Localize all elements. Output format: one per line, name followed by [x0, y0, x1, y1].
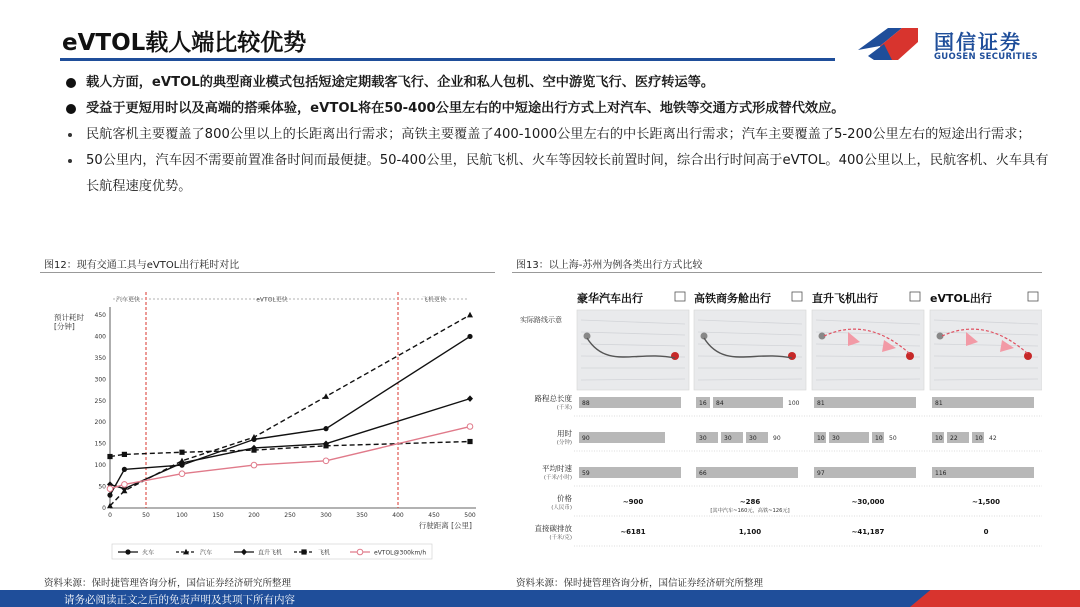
column-header: 豪华汽车出行 [577, 292, 643, 305]
legend-item [350, 549, 426, 556]
cell-value: 90 [582, 435, 590, 442]
bullet-small-dot-icon [68, 159, 72, 163]
data-point [467, 312, 473, 318]
series-3 [107, 439, 472, 459]
y-tick-label: 150 [94, 440, 106, 448]
row-unit: (分钟) [556, 440, 572, 446]
y-tick-label: 200 [94, 419, 106, 427]
cell-value: 66 [699, 470, 707, 477]
travel-time-chart [40, 280, 495, 570]
legend-label: 直升飞机 [258, 549, 283, 557]
x-tick-label: 100 [176, 512, 188, 519]
data-point [323, 426, 328, 431]
cell-bar [932, 467, 1034, 478]
row-unit: (人民币) [551, 505, 572, 511]
data-point [467, 334, 472, 339]
data-point [323, 443, 328, 448]
cell-value: ~30,000 [851, 498, 885, 506]
series-1 [107, 312, 473, 508]
y-axis-unit: [分钟] [54, 322, 75, 331]
cell-total: 90 [773, 435, 781, 442]
cell-note: [其中汽车~160元，高铁~126元] [710, 508, 790, 514]
cell-value: 10 [817, 435, 825, 442]
cell-value: 1,100 [738, 528, 762, 536]
cell-value: 30 [832, 435, 840, 442]
cell-value: 97 [817, 470, 825, 477]
row-unit: (千米/克) [549, 535, 572, 541]
data-point [122, 452, 127, 457]
cell-value: ~286 [739, 498, 761, 506]
logo-en-text: GUOSEN SECURITIES [934, 52, 1038, 62]
y-tick-label: 300 [94, 376, 106, 384]
data-point [323, 458, 329, 464]
cell-value: 10 [875, 435, 883, 442]
y-axis-label: 预计耗时 [54, 313, 84, 322]
bullet-dot-icon [66, 104, 76, 114]
y-tick-label: 450 [94, 312, 106, 319]
data-point [125, 549, 130, 554]
legend-label: 火车 [142, 549, 155, 557]
legend-item [176, 549, 212, 557]
row-unit: (千米/小时) [543, 475, 572, 481]
bullet-item: 受益于更短用时以及高端的搭乘体验，eVTOL将在50-400公里左右的中短途出行方式上对汽车、地铁等交通方式形成替代效应。 [66, 96, 1056, 122]
row-label: 实际路线示意 [520, 316, 562, 324]
cell-total: 50 [889, 435, 897, 442]
cell-value: 30 [699, 435, 707, 442]
row-label: 直接碳排放 [534, 524, 572, 533]
y-tick-label: 100 [94, 462, 106, 470]
cell-value: 10 [975, 435, 983, 442]
legend-item [118, 549, 154, 557]
data-point [107, 493, 112, 498]
cell-value: 81 [817, 400, 825, 407]
destination-pin-icon [1024, 352, 1032, 360]
data-point [122, 482, 128, 488]
vehicle-icon [910, 292, 920, 301]
x-tick-label: 50 [142, 512, 150, 519]
data-point [241, 549, 247, 555]
data-point [179, 471, 185, 477]
y-tick-label: 350 [94, 354, 106, 362]
footer-disclaimer: 请务必阅读正文之后的免责声明及其项下所有内容 [64, 594, 295, 606]
data-point [122, 467, 127, 472]
column-header: 高铁商务舱出行 [694, 292, 771, 305]
cell-value: ~41,187 [851, 528, 885, 536]
bullet-item: 载人方面，eVTOL的典型商业模式包括短途定期载客飞行、企业和私人包机、空中游览飞行、医疗转运等。 [66, 70, 1056, 96]
cell-value: 0 [983, 528, 989, 536]
data-point [467, 395, 473, 401]
figure12-rule [40, 272, 495, 273]
cell-value: 30 [749, 435, 757, 442]
cell-total: 100 [788, 400, 800, 407]
row-label: 价格 [557, 494, 572, 503]
cell-value: ~1,500 [971, 498, 1001, 506]
data-point [301, 549, 306, 554]
destination-pin-icon [671, 352, 679, 360]
title-divider [60, 58, 835, 61]
bullet-dot-icon [66, 78, 76, 88]
vehicle-icon [1028, 292, 1038, 301]
cell-value: 116 [935, 470, 947, 477]
cell-bar [814, 467, 916, 478]
x-tick-label: 200 [248, 512, 260, 519]
cell-value: 10 [935, 435, 943, 442]
data-point [251, 462, 257, 468]
column-header: eVTOL出行 [930, 292, 992, 305]
shanghai-suzhou-comparison [512, 280, 1042, 570]
data-point [467, 424, 473, 430]
bullet-list [66, 70, 1056, 200]
destination-pin-icon [788, 352, 796, 360]
logo-cn-text: 国信证券 [934, 30, 1022, 54]
figure13-source: 资料来源：保时捷管理咨询分析，国信证券经济研究所整理 [516, 578, 764, 589]
data-point [323, 393, 329, 399]
column-header: 直升飞机出行 [812, 292, 878, 305]
figure12-source: 资料来源：保时捷管理咨询分析，国信证券经济研究所整理 [44, 578, 292, 589]
y-tick-label: 50 [98, 483, 106, 491]
cell-value: 88 [582, 400, 590, 407]
legend-label: 汽车 [200, 549, 213, 557]
destination-pin-icon [906, 352, 914, 360]
bullet-item: 民航客机主要覆盖了800公里以上的长距离出行需求；高铁主要覆盖了400-1000公里左右的中长距离出行需求；汽车主要覆盖了5-200公里左右的短途出行需求； [66, 122, 1056, 148]
y-tick-label: 0 [102, 505, 106, 512]
row-label: 用时 [557, 429, 572, 438]
figure12-caption: 图12：现有交通工具与eVTOL出行耗时对比 [44, 260, 240, 271]
cell-bar [579, 467, 681, 478]
y-tick-label: 400 [94, 333, 106, 341]
data-point [357, 549, 363, 555]
legend-item [234, 549, 282, 557]
data-point [467, 439, 472, 444]
cell-bar [579, 432, 665, 443]
data-point [107, 486, 113, 492]
series-line [110, 427, 470, 489]
x-tick-label: 450 [428, 512, 440, 519]
series-line [110, 442, 470, 457]
cell-bar [814, 397, 916, 408]
page-title: eVTOL载人端比较优势 [62, 30, 307, 56]
vehicle-icon [792, 292, 802, 301]
data-point [107, 454, 112, 459]
cell-value: 22 [950, 435, 958, 442]
legend-label: eVTOL@300km/h [374, 549, 427, 557]
legend-label: 飞机 [318, 549, 331, 557]
data-point [251, 448, 256, 453]
row-unit: (千米) [556, 405, 572, 411]
y-tick-label: 250 [94, 397, 106, 405]
cell-value: 16 [699, 400, 707, 407]
data-point [179, 450, 184, 455]
vehicle-icon [675, 292, 685, 301]
cell-total: 42 [989, 435, 997, 442]
row-label: 平均时速 [542, 464, 572, 473]
x-axis-label: 行驶距离 [公里] [418, 521, 472, 530]
x-tick-label: 400 [392, 512, 404, 519]
bullet-small-dot-icon [68, 133, 72, 137]
x-tick-label: 350 [356, 512, 368, 519]
x-tick-label: 150 [212, 512, 224, 519]
bullet-item: 50公里内，汽车因不需要前置准备时间而最便捷。50-400公里，民航飞机、火车等因较长前置时间，综合出行时间高于eVTOL。400公里以上，民航客机、火车具有长航程速度优势。 [66, 148, 1056, 200]
x-tick-label: 250 [284, 512, 296, 519]
cell-bar [932, 397, 1034, 408]
cell-value: 30 [724, 435, 732, 442]
cell-bar [696, 467, 798, 478]
footer-bar [0, 590, 1080, 607]
figure13-caption: 图13：以上海-苏州为例各类出行方式比较 [516, 260, 703, 271]
cell-value: 81 [935, 400, 943, 407]
cell-bar [579, 397, 681, 408]
x-tick-label: 0 [108, 512, 112, 519]
cell-value: 84 [716, 400, 724, 407]
x-tick-label: 500 [464, 512, 476, 519]
zone-label: 汽车更快 [115, 296, 141, 304]
legend-item [294, 549, 330, 557]
series-0 [107, 334, 472, 498]
footer-accent [910, 590, 1080, 607]
zone-label: eVTOL更快 [256, 296, 288, 304]
figure13-rule [512, 272, 1042, 273]
cell-value: ~6181 [620, 528, 646, 536]
x-tick-label: 300 [320, 512, 332, 519]
zone-label: 飞机更快 [421, 296, 447, 304]
cell-value: ~900 [622, 498, 644, 506]
row-label: 路程总长度 [534, 394, 572, 403]
cell-value: 59 [582, 470, 590, 477]
